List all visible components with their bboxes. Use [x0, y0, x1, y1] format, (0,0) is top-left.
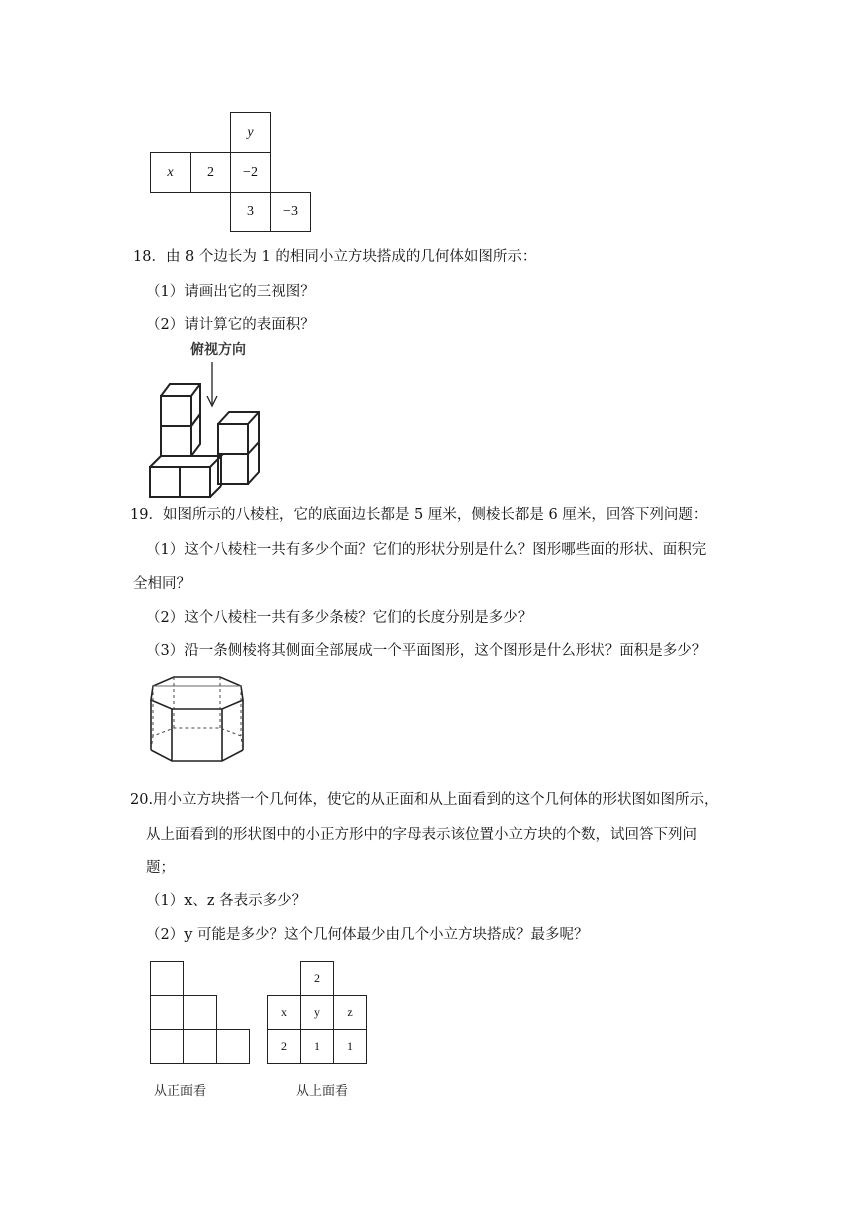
front-view-cell [150, 1029, 184, 1064]
top-view-cell: 2 [300, 961, 334, 996]
top-view-label: 俯视方向 [190, 342, 246, 358]
front-view-cell [150, 961, 184, 996]
q20-stem-line2: 从上面看到的形状图中的小正方形中的字母表示该位置小立方块的个数，试回答下列问 [146, 827, 697, 843]
top-view-cell: y [300, 995, 334, 1030]
q18-part2: （2）请计算它的表面积？ [146, 317, 315, 333]
net-cell-2: 2 [190, 152, 231, 193]
q19-part1-line1: （1）这个八棱柱一共有多少个面？它们的形状分别是什么？图形哪些面的形状、面积完 [146, 542, 707, 558]
top-view-cell: 1 [333, 1029, 367, 1064]
front-view-cell [216, 1029, 250, 1064]
top-view-cell: x [267, 995, 301, 1030]
front-view-cell [183, 1029, 217, 1064]
front-view-caption: 从正面看 [154, 1084, 207, 1099]
q19-part3: （3）沿一条侧棱将其侧面全部展成一个平面图形，这个图形是什么形状？面积是多少？ [146, 643, 707, 659]
q20-stem-line3: 题； [146, 860, 175, 876]
q18-part1: （1）请画出它的三视图？ [146, 284, 315, 300]
q18-stem: 18．由 8 个边长为 1 的相同小立方块搭成的几何体如图所示： [133, 249, 537, 265]
top-view-caption: 从上面看 [296, 1084, 349, 1099]
net-cell-neg3: −3 [270, 192, 311, 232]
net-cell-3: 3 [230, 192, 271, 232]
net-cell-x: x [150, 152, 191, 193]
q19-stem: 19．如图所示的八棱柱，它的底面边长都是 5 厘米，侧棱长都是 6 厘米，回答下列问题： [130, 507, 708, 523]
q19-part1-line2: 全相同？ [133, 576, 191, 592]
net-cell-y: y [230, 112, 271, 153]
q20-part1: （1）x、z 各表示多少？ [146, 893, 307, 909]
net-cell-neg2: −2 [230, 152, 271, 193]
q19-part2: （2）这个八棱柱一共有多少条棱？它们的长度分别是多少？ [146, 610, 533, 626]
top-view-cell: z [333, 995, 367, 1030]
q20-part2: （2）y 可能是多少？这个几何体最少由几个小立方块搭成？最多呢？ [146, 927, 589, 943]
front-view-cell [150, 995, 184, 1030]
q20-stem-line1: 20.用小立方块搭一个几何体，使它的从正面和从上面看到的这个几何体的形状图如图所示， [130, 792, 719, 808]
top-view-cell: 1 [300, 1029, 334, 1064]
front-view-cell [183, 995, 217, 1030]
top-view-cell: 2 [267, 1029, 301, 1064]
